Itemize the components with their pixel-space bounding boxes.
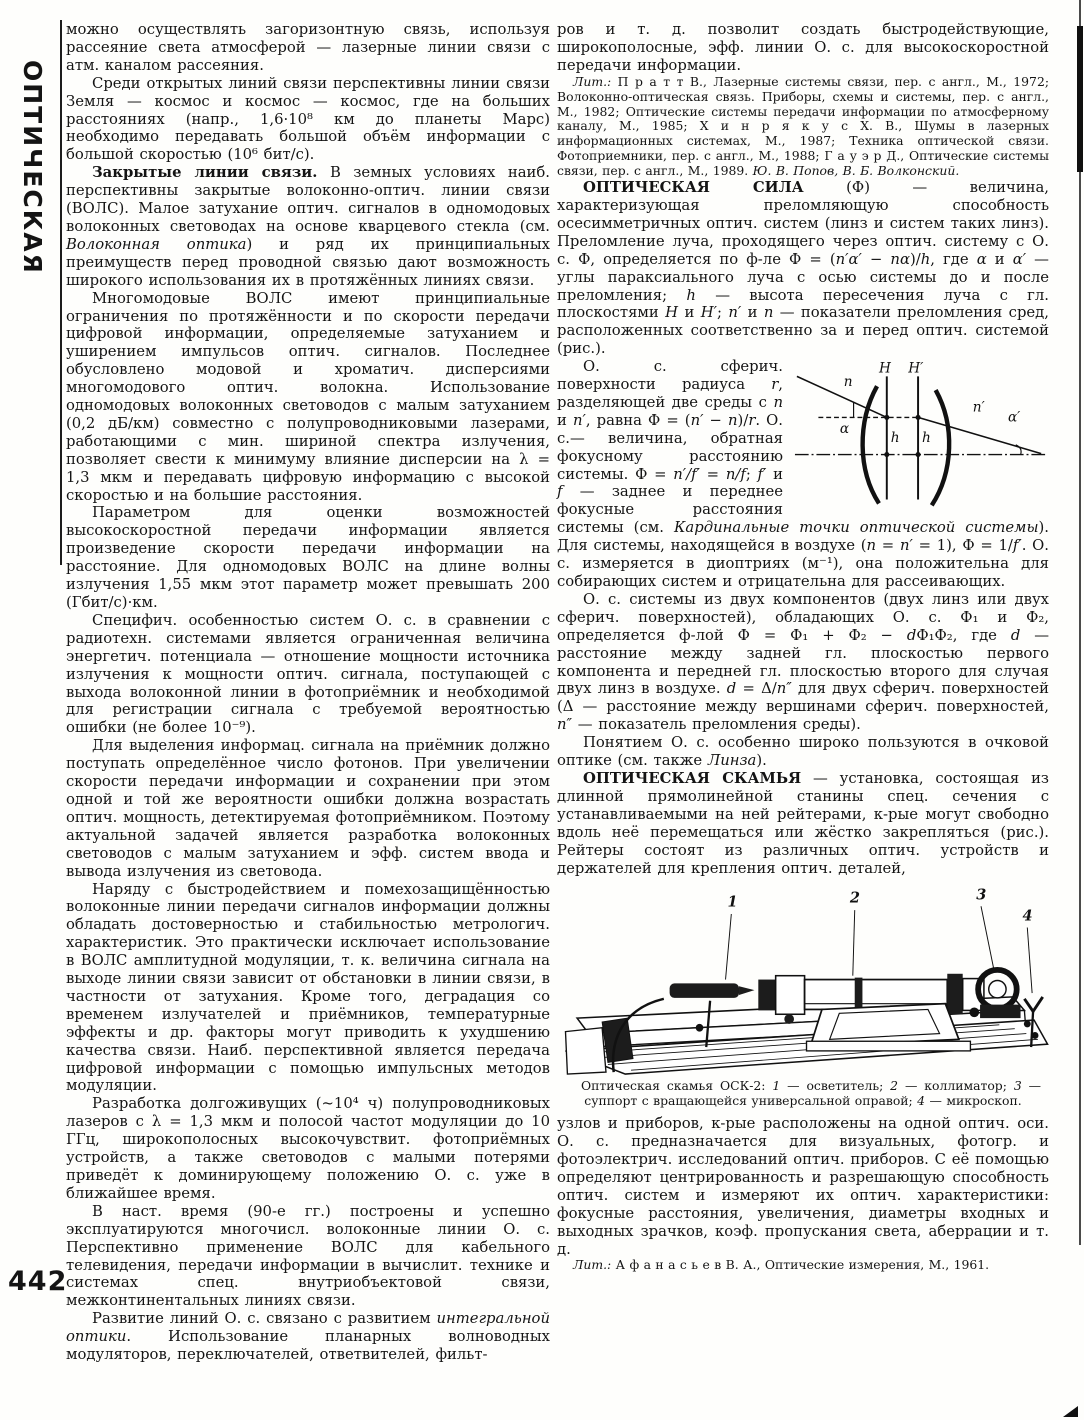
refracted-ray: [918, 418, 1041, 454]
column-rule: [60, 20, 62, 565]
leader-1: [726, 914, 732, 980]
leader-2: [853, 911, 855, 977]
page-corner-mark: [1063, 1406, 1078, 1417]
paragraph-top-cont: ров и т. д. позволит создать быстродействующие, широкополосные, эфф. линии О. с. для высокоскоростной передачи информации.: [557, 21, 1049, 74]
lens-back-surface: [932, 390, 949, 505]
node-H2-axis: [916, 452, 921, 457]
microscope-holder: [1024, 997, 1042, 1011]
node-H2-h: [916, 415, 921, 420]
sidebar-vertical-label: ОПТИЧЕСКАЯ: [18, 60, 47, 275]
paragraph-multimode: Многомодовые ВОЛС имеют принципиальные ограничения по протяжённости и по скорости передачи цифровой информации, определяемые затуханием и уширением импульсов оптич. сигналов. Последнее обусловлено модовой и хроматич. дисперсиями многомодового оптич. волокна. Использование одномодовых волоконных световодов с малым затуханием (0,2 дБ/км) совместно с полупроводниковыми лазерами, работающими с мин. шириной спектра излучения, позволяет свести к минимуму влияние дисперсии на λ = 1,3 мкм и передавать цифровую информацию с высокой скоростью и на большие расстояния.: [66, 289, 550, 504]
page-number: 442: [8, 1266, 68, 1297]
paragraph-parameter: Параметром для оценки возможностей высокоскоростной передачи информации является произведение скорости передачи информации на расстояние. Для одномодовых ВОЛС на длине волны излучения 1,55 мкм этот параметр может превышать 200 (Гбит/с)·км.: [66, 504, 550, 611]
tube-end-ring: [947, 974, 962, 1014]
figure-label-2: 2: [849, 889, 860, 907]
page-edge-line: [1079, 0, 1081, 1245]
label-H2: H′: [908, 360, 924, 377]
microscope-knob-b: [1032, 1032, 1039, 1039]
figure-label-4: 4: [1022, 908, 1033, 926]
paragraph-specific: Специфич. особенностью систем О. с. в сравнении с радиотехн. системами является ограниченная величина энергетич. потенциала — отношение мощности источника излучения к мощности оптич. сигнала, поступающей с выхода волоконной линии в фотоприёмник и необходимой для регистрации сигнала с требуемой вероятностью ошибки (не более 10⁻⁹).: [66, 611, 550, 737]
tube-ring: [855, 978, 863, 1012]
node-H-axis: [884, 452, 889, 457]
support-knob: [969, 1008, 979, 1018]
literature-block-1: Лит.: П р а т т В., Лазерные системы связи, пер. с англ., М., 1972; Волоконно-оптическая связь. Приборы, схемы и системы, пер. с англ., М., 1982; Оптические системы передачи информации по атмосферному каналу, М., 1985; Х и н р я к у с Х. В., Шумы в лазерных информационных системах, М., 1987; Техника оптической связи. Фотоприемники, пер. с англ., М., 1988; Г а у э р Д., Оптические системы связи, пер. с англ., М., 1989. Ю. В. Попов, В. Б. Волконский.: [557, 73, 1049, 179]
microscope-knob-a: [1024, 1021, 1031, 1028]
entry-optical-bench: ОПТИЧЕСКАЯ СКАМЬЯ — установка, состоящая из длинной прямолинейной станины спец. сечения с устанавливаемыми на ней рейтерами, к-рые могут свободно вдоль неё перемещаться или жёстко закрепляться (рис.). Рейтеры состоят из различных оптич. устройств и держателей для крепления оптич. деталей,: [557, 769, 1049, 877]
optical-bench-figure: [557, 887, 1057, 1075]
node-H-h: [884, 415, 889, 420]
right-column: [557, 21, 1049, 1273]
paragraph-90s: В наст. время (90-е гг.) построены и успешно эксплуатируются многочисл. волоконные линии О. с. Перспективно применение ВОЛС для кабельного телевидения, передачи информации в вычислит. технике и системах спец. внутриобъектовой связи, межконтинентальных линиях связи.: [66, 1202, 550, 1310]
literature-block-2: Лит.: А ф а н а с ь е в В. А., Оптические измерения, М., 1961.: [573, 1257, 990, 1273]
collimator-knob: [784, 1015, 794, 1025]
label-alpha: α: [839, 421, 850, 438]
page-edge-bar: [1077, 26, 1083, 172]
paragraph-two-components: О. с. системы из двух компонентов (двух линз или двух сферич. поверхностей), обладающих О. с. Ф₁ и Ф₂, определяется ф-лой Ф = Ф₁ + Ф₂ − dФ₁Ф₂, где d — расстояние между задней гл. плоскостью первого компонента и передней гл. плоскостью второго для случая двух линз в воздухе. d = Δ/n″ для двух сферич. поверхностей (Δ — расстояние между вершинами сферич. поверхностей, n″ — показатель преломления среды).: [557, 590, 1050, 734]
paragraph-bench-cont: узлов и приборов, к-рые расположены на одной оптич. оси. О. с. предназначается для визуальных, фотогр. и фотоэлектрич. исследований оптич. приборов. С её помощью определяют центрированность и разрешающую способность оптич. систем и измеряют их оптич. характеристики: фокусные расстояния, увеличения, диаметры входных и выходных зрачков, коэф. пропускания света, аберрации и т. д.: [557, 1115, 1049, 1258]
paragraph-eyeglass-optics: Понятием О. с. особенно широко пользуются в очковой оптике (см. также Линза).: [557, 734, 1049, 770]
rotating-mount-core: [989, 981, 1006, 998]
paragraph-metrology: Наряду с быстродействием и помехозащищённостью волоконные линии передачи сигналов информации должны обладать достоверностью и стабильностью метрологич. характеристик. Это практически исключает использование в ВОЛС амплитудной модуляции, т. к. величина сигнала на выходе линии связи зависит от обстановки в линии связи, в частности от затухания. Кроме того, деградация со временем излучателей и приёмников, температурные эффекты и др. факторы могут приводить к ухудшению качества связи. Наиб. перспективной является передача цифровой информации с помощью импульсных методов модуляции.: [66, 880, 550, 1095]
paragraph-spheric-wrap: n H H′ α h h n′ α′ О. с. сферич. поверхности радиуса r, разделяющей две среды с n и n′, равна Ф = (n′ − n)/r. О. с.— величина, обратная фокусному расстоянию системы. Ф = n′/f′ = n/f; f′ и f — заднее и переднее фокусные расстояния системы (см. Кардинальные точки оптической системы). Для системы, находящейся в воздухе (n = n′ = 1), Ф = 1/f′. О. с. измеряется в диоптриях (м⁻¹), она положительна для собирающих систем и отрицательна для рассеивающих.: [557, 358, 1049, 590]
label-h2: h: [921, 429, 931, 446]
entry-optical-power: ОПТИЧЕСКАЯ СИЛА (Ф) — величина, характеризующая преломляющую способность осесимметричных оптич. систем (линз и систем таких линз). Преломление луча, проходящего через оптич. систему с О. с. Ф, определяется по ф-ле Ф = (n′α′ − nα)/h, где α и α′ — углы параксиального луча с осью системы до и после преломления; h — высота пересечения луча с гл. плоскостями H и H′; n′ и n — показатели преломления сред, расположенных соответственно за и перед оптич. системой (рис.).: [557, 179, 1049, 358]
stand-base: [807, 1042, 971, 1052]
optical-power-diagram: [793, 360, 1049, 510]
illuminator-tip: [739, 987, 754, 996]
paragraph-closed-links: Закрытые линии связи. В земных условиях наиб. перспективны закрытые волоконно-оптич. линии связи (ВОЛС). Малое затухание оптич. сигналов в одномодовых волоконных световодах на основе кварцевого стекла (см. Волоконная оптика) и ряд их принципиальных преимуществ перед проводной связью дают возможность широкого использования их в протяжённых линиях связи.: [66, 164, 550, 289]
left-table-edge: [565, 1028, 605, 1074]
label-alpha2: α′: [1007, 409, 1021, 426]
paragraph-open-links-cont: можно осуществлять загоризонтную связь, используя рассеяние света атмосферой — лазерные линии связи с атм. каналом рассеяния.: [66, 21, 550, 74]
paragraph-lasers: Разработка долгоживущих (~10⁴ ч) полупроводниковых лазеров с λ = 1,3 мкм и полосой частот модуляции до 10 ГГц, широкополосных высокочувствит. фотоприёмных устройств, а также световодов с малыми потерями приведёт к доминирующему положению О. с. уже в ближайшее время.: [66, 1095, 550, 1202]
support-carriage: [980, 1005, 1020, 1018]
paragraph-open-links: Среди открытых линий связи перспективны линии связи Земля — космос и космос — космос, где на больших расстояниях (напр., 1,6·10⁸ км до планеты Марс) необходимо передавать большой объём информации с большой скоростью (10⁶ бит/с).: [66, 74, 550, 164]
label-H: H: [878, 360, 891, 377]
collimator-focuser: [776, 976, 805, 1015]
leader-3: [981, 907, 994, 969]
label-h1: h: [890, 429, 900, 446]
illuminator-knob: [696, 1024, 704, 1032]
left-clamp-block: [602, 1019, 633, 1063]
leader-4: [1027, 928, 1032, 994]
bench-caption: Оптическая скамья ОСК-2: 1 — осветитель; 2 — коллиматор; 3 — суппорт с вращающейся универсальной оправой; 4 — микроскоп.: [581, 1078, 1041, 1109]
paragraph-photons: Для выделения информац. сигнала на приёмник должно поступать определённое число фотонов. При увеличении скорости передачи информации и сохранении при этом одной и той же вероятности ошибки должна возрастать оптич. мощность, детектируемая фотоприёмником. Поэтому актуальной задачей является разработка волоконных световодов с малым затуханием и эфф. систем ввода и вывода излучения из световода.: [66, 737, 550, 880]
left-column: [66, 21, 550, 1364]
figure-label-3: 3: [976, 887, 987, 904]
paragraph-integrated-optics: Развитие линий О. с. связано с развитием интегральной оптики. Использование планарных волноводных модуляторов, переключателей, ответвителей, фильт-: [66, 1310, 550, 1364]
figure-label-1: 1: [727, 893, 738, 911]
label-n2: n′: [972, 399, 985, 416]
collimator-eyepiece: [758, 980, 775, 1011]
label-n: n: [843, 374, 853, 391]
lens-front-surface: [863, 386, 879, 503]
illuminator-body: [670, 984, 739, 998]
